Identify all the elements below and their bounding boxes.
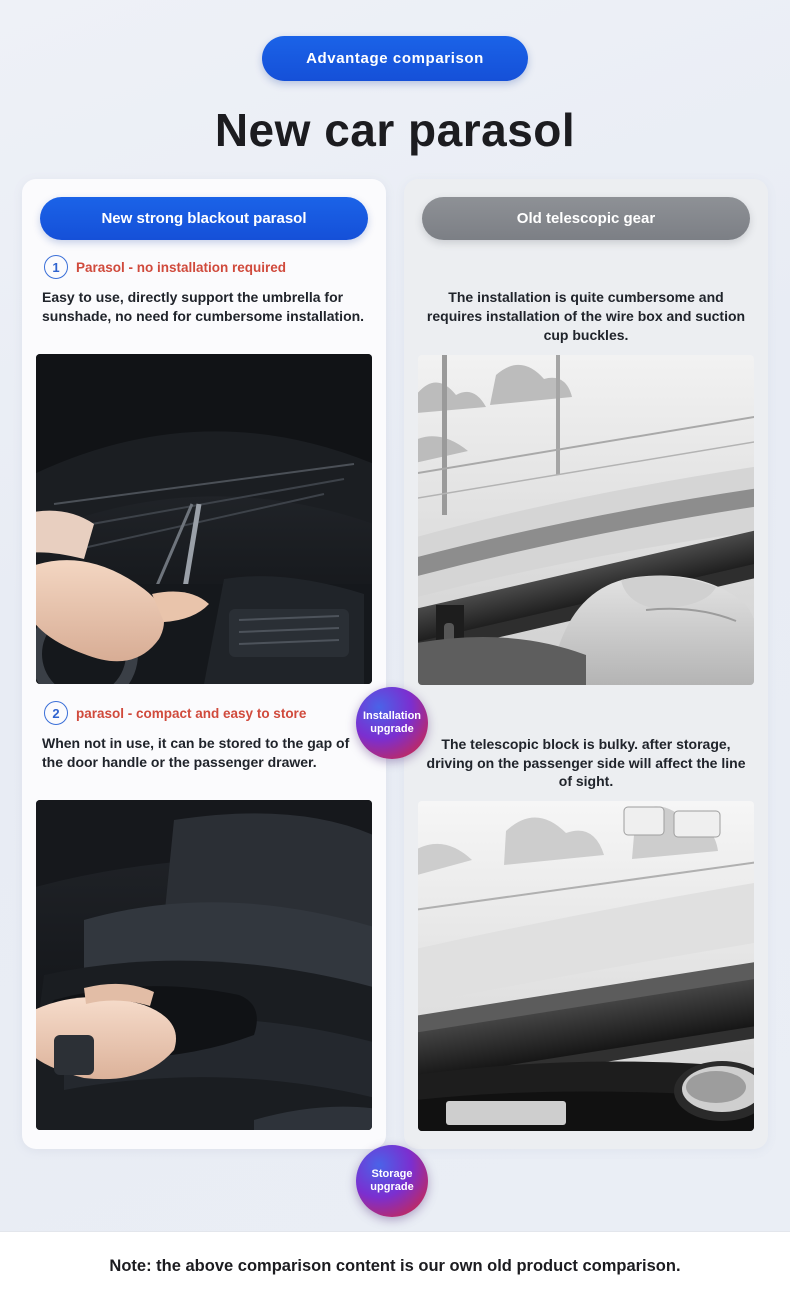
footer-note-bar: [0, 1231, 790, 1300]
storage-upgrade-badge-line1: Storage: [371, 1168, 413, 1181]
old-block-1-description: The installation is quite cumbersome and requires installation of the wire box and suction cup buckles.: [426, 289, 746, 343]
storage-upgrade-badge: [356, 1145, 428, 1217]
new-block-2-description: When not in use, it can be stored to the gap of the door handle or the passenger drawer.: [42, 735, 350, 770]
photo-telescopic-install: [418, 355, 754, 685]
installation-upgrade-badge: [356, 687, 428, 759]
photo-parasol-install: [36, 354, 372, 684]
new-block-2-number-row: [36, 700, 372, 726]
top-badge-container: [0, 0, 790, 81]
photo-parasol-install-image: [36, 354, 372, 684]
installation-upgrade-badge-line1: Installation: [362, 710, 422, 723]
new-block-1-number-row: [36, 254, 372, 280]
footer-note-text: Note: the above comparison content is our own old product comparison.: [109, 1256, 681, 1275]
photo-telescopic-storage-image: [418, 801, 754, 1131]
new-block-2-subtitle: parasol - compact and easy to store: [76, 705, 307, 721]
new-parasol-header-pill: New strong blackout parasol: [40, 197, 368, 240]
photo-parasol-storage: [36, 800, 372, 1130]
photo-telescopic-install-image: [418, 355, 754, 685]
column-old-telescopic: [404, 179, 768, 1149]
old-telescopic-header-pill: Old telescopic gear: [422, 197, 750, 240]
page-title: New car parasol: [214, 104, 576, 156]
new-block-1-subtitle: Parasol - no installation required: [76, 259, 287, 275]
installation-upgrade-badge-line2: upgrade: [370, 723, 414, 735]
number-circle-1: 1: [44, 255, 68, 279]
photo-telescopic-storage: [418, 801, 754, 1131]
number-circle-2: 2: [44, 701, 68, 725]
photo-parasol-storage-image: [36, 800, 372, 1130]
storage-upgrade-badge-line2: upgrade: [370, 1181, 414, 1193]
column-new-parasol: [22, 179, 386, 1149]
new-block-1-description: Easy to use, directly support the umbrella for sunshade, no need for cumbersome installation.: [42, 289, 365, 324]
comparison-section: [0, 157, 790, 1193]
advantage-comparison-badge[interactable]: Advantage comparison: [262, 36, 528, 81]
old-block-2-description: The telescopic block is bulky. after storage, driving on the passenger side will affect the line of sight.: [426, 735, 746, 790]
